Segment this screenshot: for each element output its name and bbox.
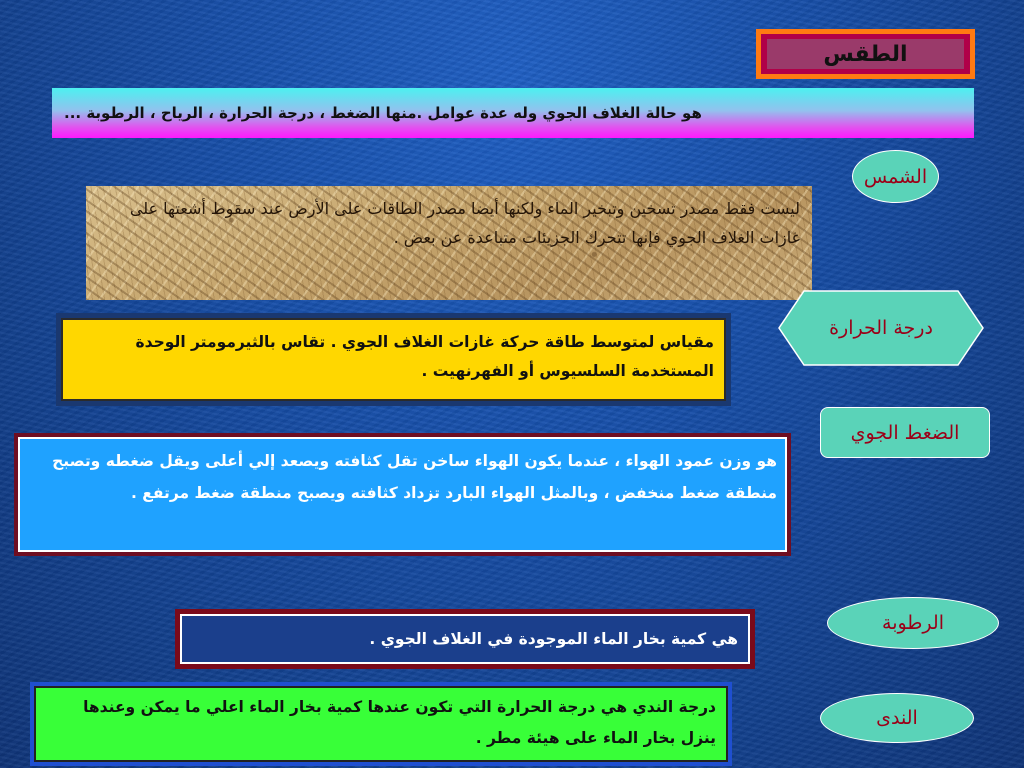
humidity-label-oval: الرطوبة <box>827 597 999 649</box>
sun-label-oval: الشمس <box>852 150 939 203</box>
dew-description: درجة الندي هي درجة الحرارة التي تكون عندها كمية بخار الماء اعلي ما يمكن وعندها ينزل بخار الماء على هيئة مطر . <box>34 686 728 762</box>
sun-description-box: ليست فقط مصدر تسخين وتبخير الماء ولكنها أيضا مصدر الطاقات على الأرض عند سقوط أشعتها على غازات الغلاف الجوي فإنها تتحرك الجزيئات متباعدة عن بعض . <box>86 186 812 300</box>
pressure-label-box: الضغط الجوي <box>820 407 990 458</box>
temperature-label: درجة الحرارة <box>829 317 933 339</box>
pressure-box-frame <box>14 433 791 556</box>
humidity-description: هي كمية بخار الماء الموجودة في الغلاف الجوي . <box>180 614 750 664</box>
pressure-description: هو وزن عمود الهواء ، عندما يكون الهواء ساخن تقل كثافته ويصعد إلي أعلى ويقل ضغطه وتصبح منطقة ضغط منخفض ، وبالمثل الهواء البارد تزداد كثافته ويصبح منطقة ضغط مرتفع . <box>18 437 787 552</box>
dew-box-frame <box>30 682 732 766</box>
slide-title: الطقس <box>767 39 964 69</box>
dew-label-oval: الندى <box>820 693 974 743</box>
temperature-label-hexagon <box>778 290 984 366</box>
temperature-description: مقياس لمتوسط طاقة حركة غازات الغلاف الجوي . تقاس بالثيرمومتر الوحدة المستخدمة السلسيوس أو الفهرنهيت . <box>61 318 726 401</box>
temperature-box-frame <box>56 313 731 406</box>
humidity-box-frame <box>175 609 755 669</box>
title-box <box>756 29 975 79</box>
weather-definition: هو حالة الغلاف الجوي وله عدة عوامل .منها الضغط ، درجة الحرارة ، الرياح ، الرطوبة ... <box>52 88 974 138</box>
